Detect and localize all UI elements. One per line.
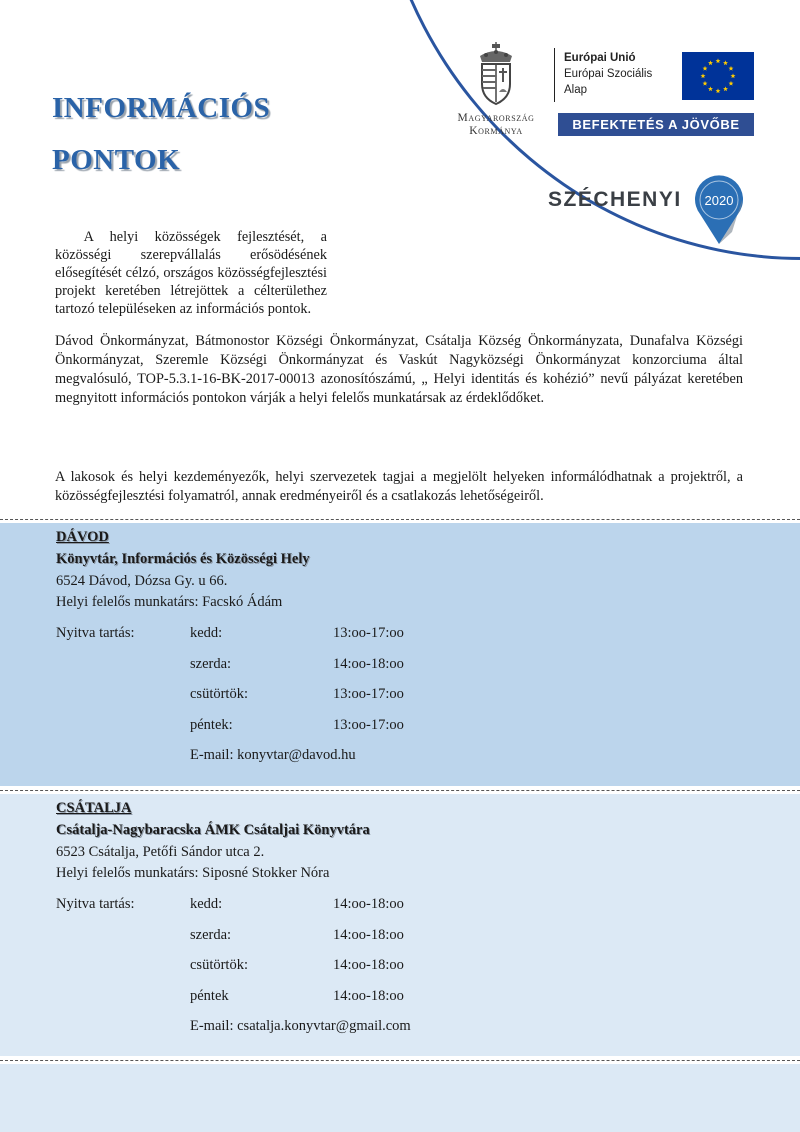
szechenyi-logo-text: SZÉCHENYI bbox=[548, 188, 682, 211]
opening-hours-label: Nyitva tartás: bbox=[56, 625, 135, 641]
hours-day: péntek: bbox=[190, 717, 233, 733]
hours-time: 14:oo-18:oo bbox=[333, 927, 404, 943]
hours-time: 14:oo-18:oo bbox=[333, 957, 404, 973]
eu-fund-line-1: Európai Szociális bbox=[564, 68, 653, 80]
residents-paragraph: A lakosok és helyi kezdeményezők, helyi szervezetek tagjai a megjelölt helyeken informálódhatnak a projektről, a közösségfejlesztési folyamatról, annak eredményeiről és a csatlakozás lehetőségeiről. bbox=[55, 469, 743, 504]
location-name: DÁVOD bbox=[56, 529, 109, 545]
eu-title: Európai Unió bbox=[564, 52, 636, 64]
hours-time: 14:oo-18:oo bbox=[333, 656, 404, 672]
location-address: 6524 Dávod, Dózsa Gy. u 66. bbox=[56, 573, 228, 589]
eu-fund-line-2: Alap bbox=[564, 84, 588, 96]
opening-hours-label: Nyitva tartás: bbox=[56, 896, 135, 912]
location-venue: Csátalja-Nagybaracska ÁMK Csátaljai Könyvtára bbox=[56, 822, 370, 838]
location-name: CSÁTALJA bbox=[56, 800, 132, 816]
government-name-line-1: Magyarország bbox=[457, 112, 535, 124]
hours-time: 13:oo-17:oo bbox=[333, 717, 404, 733]
hours-time: 13:oo-17:oo bbox=[333, 625, 404, 641]
intro-paragraph: A helyi közösségek fejlesztését, a közösségi szerepvállalás erősödésének elősegítését célzó, országos közösségfejlesztési projekt keretében létrejöttek a célterülethez tartozó településeken az információs pontok. bbox=[55, 229, 327, 317]
hours-day: kedd: bbox=[190, 896, 223, 912]
hours-day: csütörtök: bbox=[190, 686, 248, 702]
location-email: E-mail: csatalja.konyvtar@gmail.com bbox=[190, 1018, 411, 1034]
szechenyi-pin-icon bbox=[692, 174, 746, 246]
location-contact: Helyi felelős munkatárs: Facskó Ádám bbox=[56, 594, 283, 610]
separator-line bbox=[0, 519, 800, 520]
hours-day: kedd: bbox=[190, 625, 223, 641]
separator-line bbox=[0, 790, 800, 791]
szechenyi-year: 2020 bbox=[704, 193, 734, 208]
hours-day: szerda: bbox=[190, 656, 232, 672]
location-section-davod bbox=[0, 523, 800, 786]
location-contact: Helyi felelős munkatárs: Siposné Stokker Nóra bbox=[56, 865, 330, 881]
invest-slogan-bar: BEFEKTETÉS A JÖVŐBE bbox=[558, 113, 754, 136]
page-title-line-2: PONTOK bbox=[52, 144, 181, 176]
location-section-empty bbox=[0, 1064, 800, 1132]
separator-line bbox=[0, 1060, 800, 1061]
project-paragraph: Dávod Önkormányzat, Bátmonostor Községi Önkormányzat, Csátalja Község Önkormányzata, Dunafalva Községi Önkormányzat, Szeremle Községi Önkormányzat és Vaskút Nagyközségi Önkormányzat konzorciuma által megvalósuló, TOP-5.3.1-16-BK-2017-00013 azonosítószámú, „ Helyi identitás és kohézió” nevű pályázat keretében megnyitott információs pontokon várják a helyi felelős munkatársak az érdeklődőket. bbox=[55, 333, 743, 406]
eu-flag-icon bbox=[682, 52, 754, 100]
location-address: 6523 Csátalja, Petőfi Sándor utca 2. bbox=[56, 844, 265, 860]
hours-time: 14:oo-18:oo bbox=[333, 988, 404, 1004]
page-title-line-1: INFORMÁCIÓS bbox=[52, 92, 271, 124]
hours-day: péntek bbox=[190, 988, 229, 1004]
hours-time: 14:oo-18:oo bbox=[333, 896, 404, 912]
government-name-line-2: Kormánya bbox=[469, 125, 523, 137]
hours-day: csütörtök: bbox=[190, 957, 248, 973]
eu-divider bbox=[554, 48, 555, 102]
location-venue: Könyvtár, Információs és Közösségi Hely bbox=[56, 551, 310, 567]
location-email: E-mail: konyvtar@davod.hu bbox=[190, 747, 356, 763]
hungarian-crest-icon bbox=[472, 42, 520, 108]
eu-text-block bbox=[564, 50, 652, 98]
hours-time: 13:oo-17:oo bbox=[333, 686, 404, 702]
government-name bbox=[440, 112, 552, 138]
location-section-csatalja bbox=[0, 794, 800, 1056]
hours-day: szerda: bbox=[190, 927, 232, 943]
